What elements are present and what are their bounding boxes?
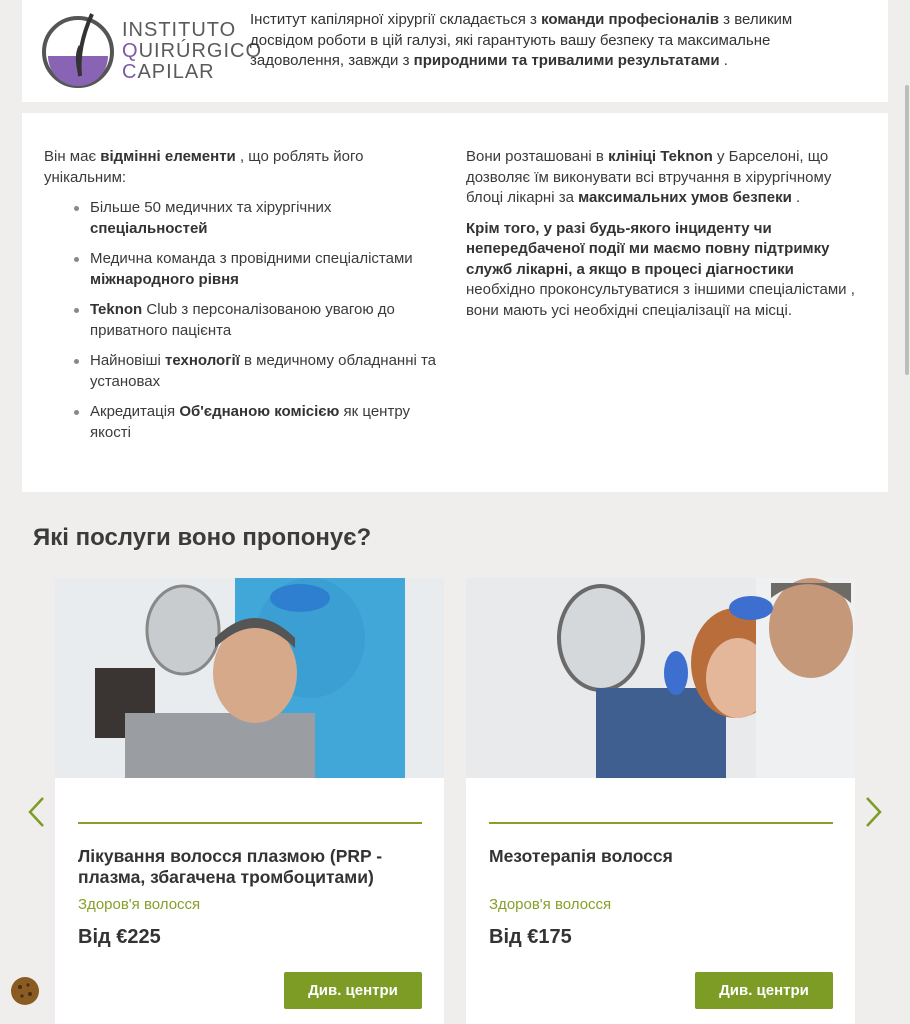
logo-wordmark bbox=[122, 20, 262, 83]
list-item bbox=[88, 351, 444, 392]
intro-bold-1: команди професіоналів bbox=[541, 11, 719, 28]
intro-description bbox=[250, 10, 850, 72]
intro-text-1: Інститут капілярної хірургії складається з bbox=[250, 11, 542, 28]
features-card bbox=[22, 113, 888, 492]
list-item-bold: Teknon bbox=[90, 301, 143, 318]
service-price: Від €175 bbox=[489, 926, 572, 948]
support-text: необхідно проконсультуватися з іншими спеціалістами , вони мають усі необхідні спеціалізації на місці. bbox=[466, 281, 855, 319]
list-item-text: Club з персоналізованою увагою до приватного пацієнта bbox=[90, 301, 395, 339]
support-bold: Крім того, у разі будь-якого інциденту чи непередбаченої події ми маємо повну підтримку служб лікарні, а якщо в процесі діагностики bbox=[466, 219, 830, 278]
logo-hair-follicle-icon bbox=[40, 6, 120, 92]
intro-bold-2: природними та тривалими результатами bbox=[413, 52, 720, 69]
logo-line-3-accent: C bbox=[122, 61, 138, 83]
service-card[interactable] bbox=[466, 578, 855, 1024]
list-item-text: Медична команда з провідними спеціалістами bbox=[90, 250, 413, 267]
service-category: Здоров'я волосся bbox=[78, 896, 201, 913]
list-item-bold: Об'єднаною комісією bbox=[179, 403, 340, 420]
carousel-next-chevron-right-icon[interactable] bbox=[863, 796, 883, 828]
location-paragraph bbox=[466, 147, 866, 209]
features-intro-text-2: , що роблять його унікальним: bbox=[44, 148, 364, 186]
list-item bbox=[88, 300, 444, 341]
features-intro-text-1: Він має bbox=[44, 148, 101, 165]
service-card[interactable] bbox=[55, 578, 444, 1024]
location-text-1: Вони розташовані в bbox=[466, 148, 609, 165]
features-intro bbox=[44, 147, 444, 188]
service-image-prp bbox=[55, 578, 444, 778]
card-divider bbox=[489, 822, 833, 824]
services-heading: Які послуги воно пропонує? bbox=[33, 524, 372, 551]
card-divider bbox=[78, 822, 422, 824]
logo-line-2 bbox=[122, 41, 262, 62]
intro-text-3: . bbox=[719, 52, 728, 69]
list-item-bold: спеціальностей bbox=[90, 219, 208, 237]
logo-line-2-rest: UIRÚRGICO bbox=[138, 40, 263, 62]
list-item bbox=[88, 402, 444, 443]
list-item-text: Найновіші bbox=[90, 352, 166, 369]
view-centers-button[interactable]: Див. центри bbox=[695, 972, 833, 1009]
logo-line-3 bbox=[122, 62, 262, 83]
features-left-column bbox=[44, 147, 444, 453]
intro-card bbox=[22, 0, 888, 102]
logo-line-3-rest: APILAR bbox=[137, 61, 215, 83]
logo-line-2-accent: Q bbox=[122, 40, 139, 62]
service-title[interactable]: Лікування волосся плазмою (PRP - плазма, збагачена тромбоцитами) bbox=[78, 846, 383, 887]
list-item-bold: міжнародного рівня bbox=[90, 270, 239, 288]
list-item-text: в медичному обладнанні та установах bbox=[90, 352, 437, 390]
list-item-text: Більше 50 медичних та хірургічних bbox=[90, 199, 332, 216]
features-list bbox=[44, 198, 444, 443]
list-item-text: Акредитація bbox=[90, 403, 180, 420]
location-bold-2: максимальних умов безпеки bbox=[578, 189, 792, 206]
list-item-bold: технології bbox=[165, 352, 240, 369]
intro-text-2: з великим досвідом роботи в цій галузі, які гарантують вашу безпеку та максимальне задоволення, завжди з bbox=[250, 11, 793, 69]
service-category: Здоров'я волосся bbox=[489, 896, 612, 913]
features-intro-bold: відмінні елементи bbox=[100, 148, 236, 165]
list-item bbox=[88, 249, 444, 290]
service-image-mesotherapy bbox=[466, 578, 855, 778]
page-scrollbar[interactable] bbox=[904, 0, 910, 1024]
cookie-shape-icon bbox=[11, 977, 39, 1005]
features-right-column bbox=[466, 147, 866, 331]
scrollbar-thumb[interactable] bbox=[905, 85, 909, 375]
clinic-logo[interactable] bbox=[40, 6, 263, 92]
cookie-icon[interactable] bbox=[11, 977, 39, 1005]
carousel-prev-chevron-left-icon[interactable] bbox=[27, 796, 47, 828]
list-item bbox=[88, 198, 444, 239]
location-bold-1: клініці Теknon bbox=[608, 148, 713, 165]
view-centers-button[interactable]: Див. центри bbox=[284, 972, 422, 1009]
location-text-2: у Барселоні, що дозволяє їм виконувати всі втручання в хірургічному блоці лікарні за bbox=[466, 148, 832, 206]
service-price: Від €225 bbox=[78, 926, 161, 948]
service-title[interactable]: Мезотерапія волосся bbox=[489, 846, 673, 866]
location-text-3: . bbox=[791, 189, 801, 206]
support-paragraph bbox=[466, 219, 866, 322]
logo-line-1: INSTITUTO bbox=[122, 19, 237, 41]
list-item-text: як центру якості bbox=[90, 403, 410, 441]
